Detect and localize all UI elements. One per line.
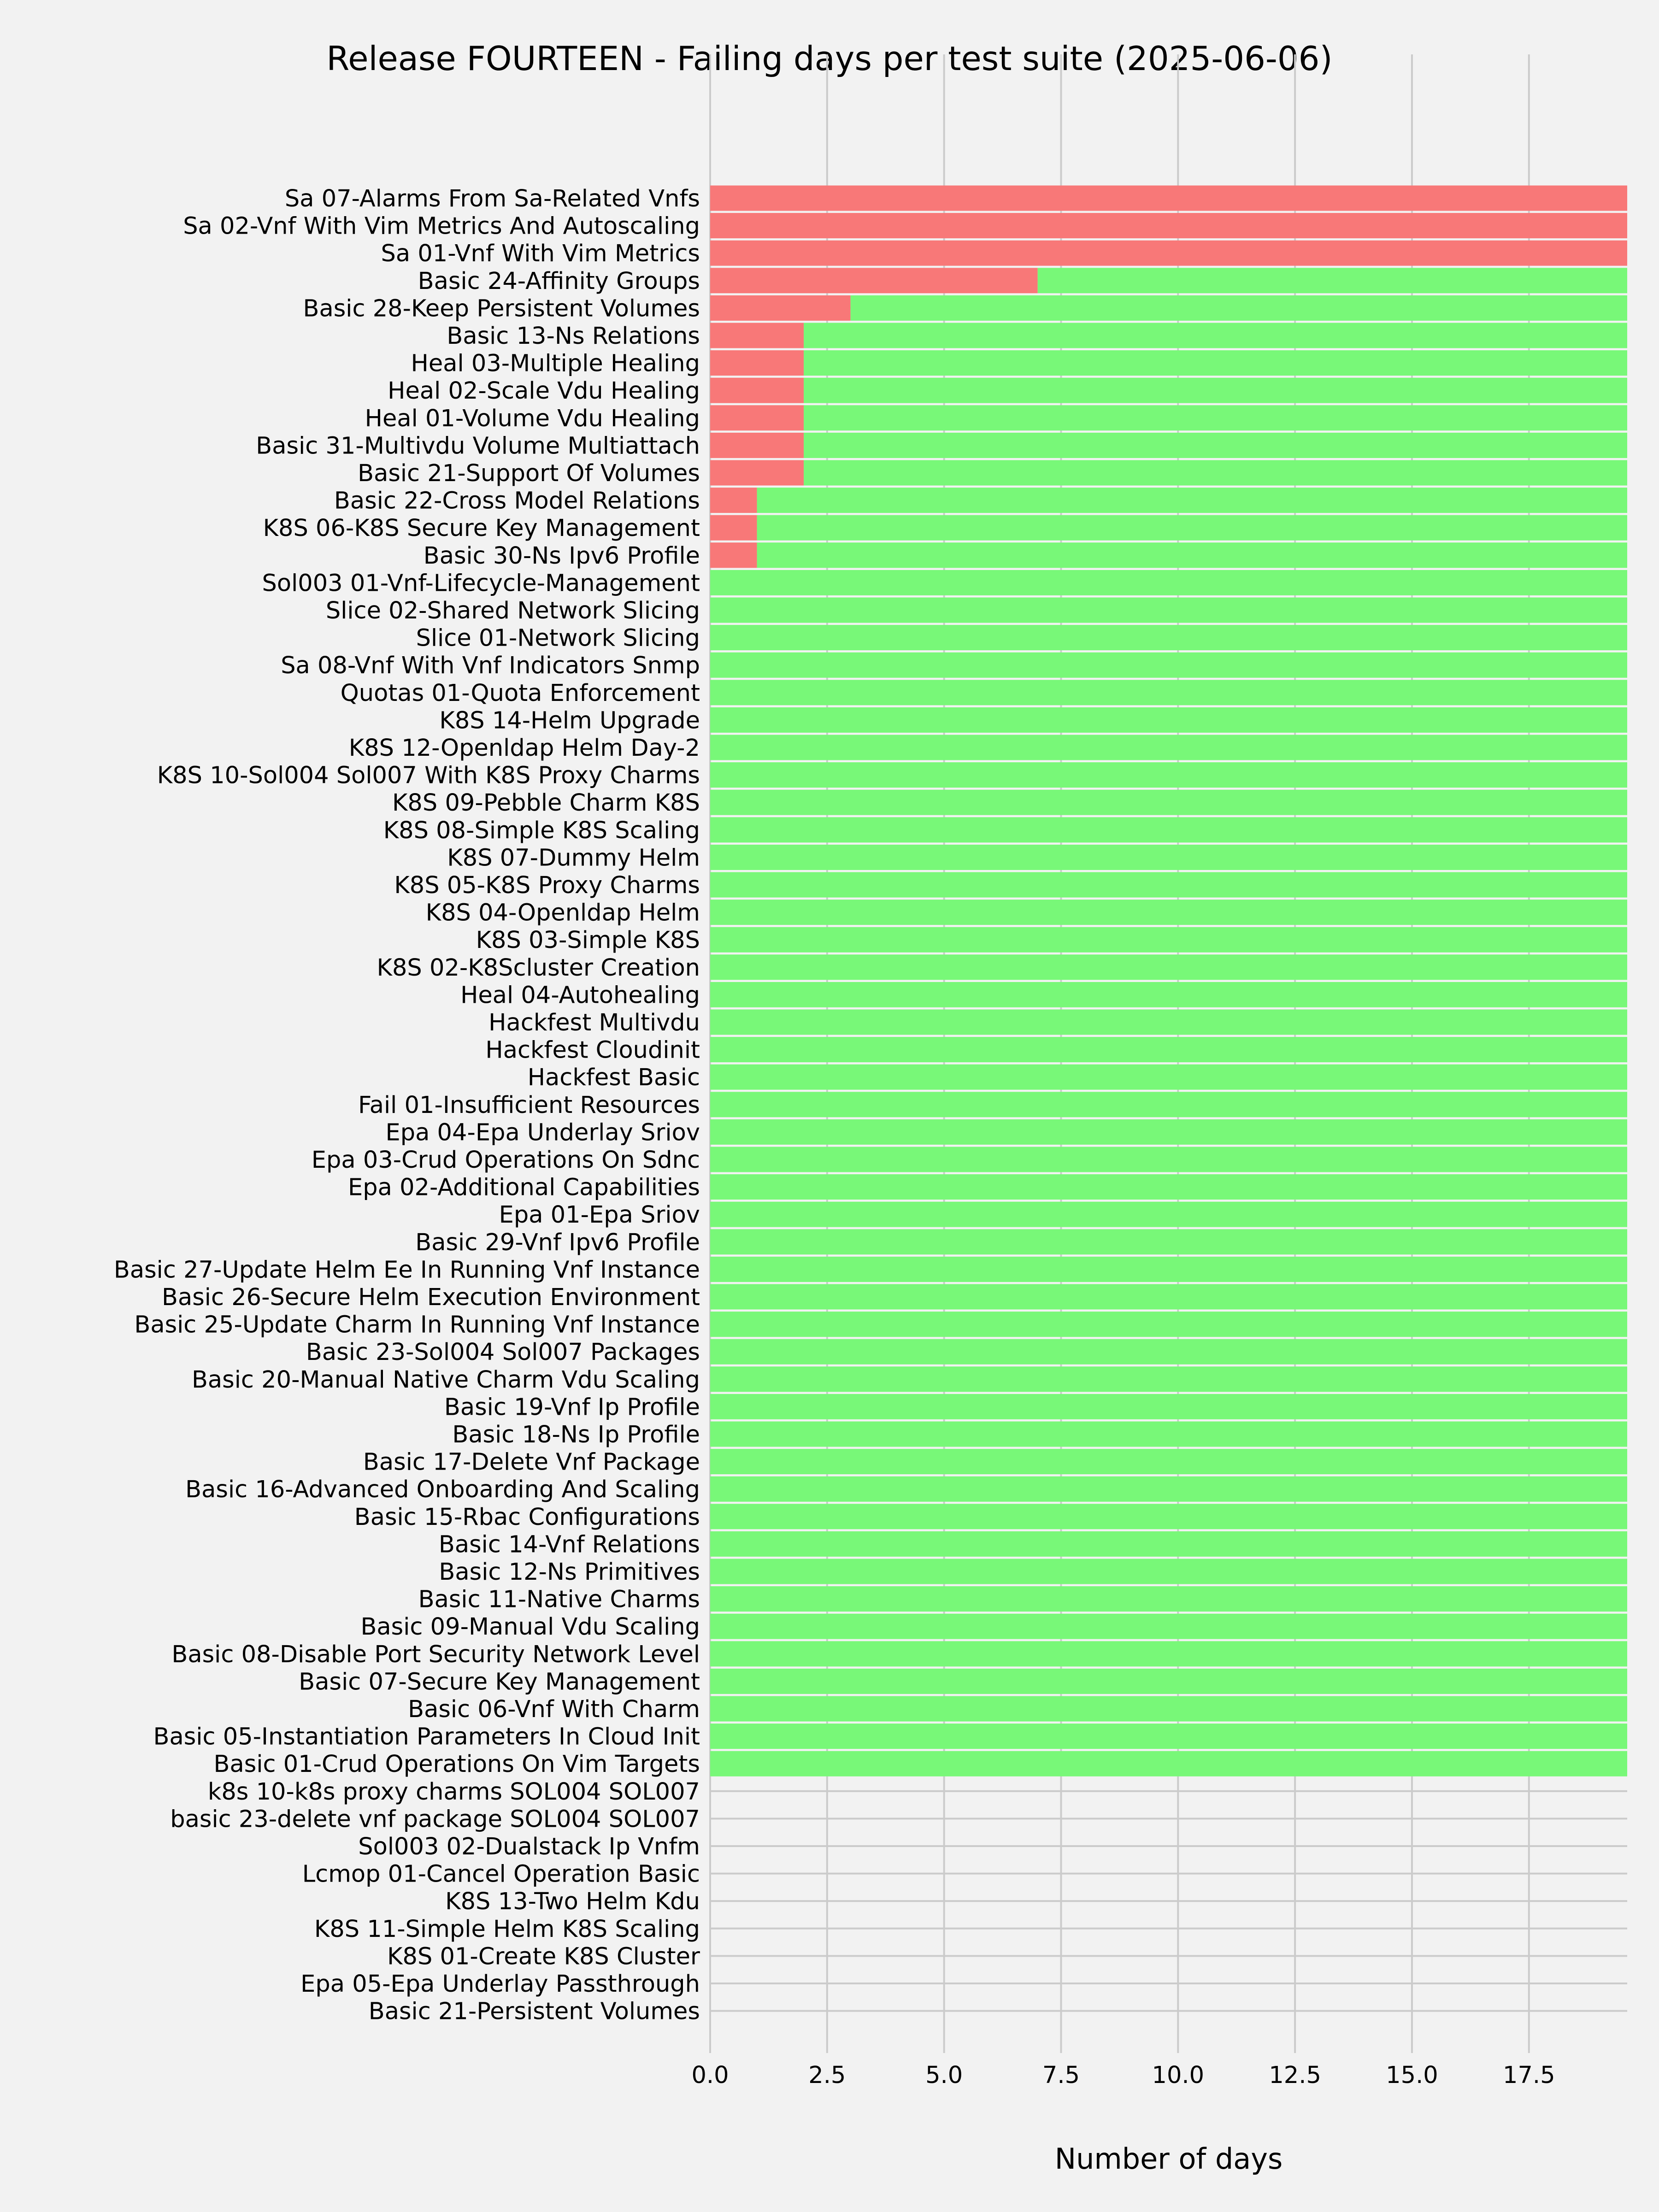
- y-tick-label: Basic 25-Update Charm In Running Vnf Instance: [134, 1311, 700, 1339]
- y-tick-label: Slice 01-Network Slicing: [416, 624, 700, 652]
- y-tick-label: Fail 01-Insufficient Resources: [358, 1091, 700, 1119]
- y-tick-label: Basic 14-Vnf Relations: [438, 1531, 700, 1559]
- y-tick-label: K8S 10-Sol004 Sol007 With K8S Proxy Charms: [157, 762, 700, 789]
- y-tick-label: Epa 05-Epa Underlay Passthrough: [300, 1971, 700, 1998]
- pass-bar: [710, 1669, 1627, 1694]
- y-tick-label: Epa 01-Epa Sriov: [499, 1201, 700, 1229]
- y-tick-label: Heal 03-Multiple Healing: [411, 350, 700, 377]
- pass-bar: [710, 1366, 1627, 1392]
- y-tick-label: Basic 13-Ns Relations: [447, 323, 700, 350]
- pass-bar: [710, 872, 1627, 898]
- y-tick-label: K8S 12-Openldap Helm Day-2: [348, 735, 700, 762]
- pass-bar: [757, 542, 1627, 568]
- y-tick-label: Hackfest Cloudinit: [485, 1036, 700, 1064]
- pass-bar: [710, 1586, 1627, 1612]
- pass-bar: [710, 1614, 1627, 1639]
- y-tick-label: Basic 06-Vnf With Charm: [408, 1696, 700, 1723]
- pass-bar: [710, 1037, 1627, 1062]
- y-tick-label: Basic 17-Delete Vnf Package: [363, 1448, 700, 1476]
- y-tick-label: Basic 31-Multivdu Volume Multiattach: [256, 432, 700, 460]
- pass-bar: [710, 1504, 1627, 1529]
- pass-bar: [710, 982, 1627, 1007]
- pass-bar: [710, 1229, 1627, 1254]
- y-tick-label: Hackfest Basic: [527, 1064, 700, 1092]
- y-tick-label: Lcmop 01-Cancel Operation Basic: [302, 1860, 700, 1888]
- y-tick-label: Basic 07-Secure Key Management: [299, 1668, 700, 1696]
- fail-bar: [710, 323, 804, 348]
- pass-bar: [757, 515, 1627, 541]
- x-tick-label: 17.5: [1503, 2062, 1555, 2089]
- y-tick-label: Heal 01-Volume Vdu Healing: [365, 405, 700, 432]
- y-tick-label: K8S 14-Helm Upgrade: [439, 707, 700, 735]
- x-tick-label: 12.5: [1269, 2062, 1321, 2089]
- pass-bar: [757, 488, 1627, 513]
- y-tick-label: Basic 12-Ns Primitives: [439, 1559, 700, 1586]
- y-tick-label: Sa 08-Vnf With Vnf Indicators Snmp: [281, 652, 700, 680]
- pass-bar: [710, 900, 1627, 925]
- pass-bar: [710, 1202, 1627, 1227]
- fail-bar: [710, 350, 804, 376]
- pass-bar: [710, 1065, 1627, 1090]
- y-tick-label: Basic 24-Affinity Groups: [418, 267, 700, 295]
- fail-bar: [710, 186, 1627, 211]
- pass-bar: [710, 1174, 1627, 1200]
- pass-bar: [710, 790, 1627, 815]
- y-tick-label: K8S 06-K8S Secure Key Management: [263, 515, 700, 542]
- pass-bar: [710, 1147, 1627, 1172]
- y-tick-label: Basic 15-Rbac Configurations: [354, 1503, 700, 1531]
- pass-bar: [710, 1339, 1627, 1365]
- y-tick-label: Basic 21-Support Of Volumes: [358, 460, 700, 487]
- y-tick-label: basic 23-delete vnf package SOL004 SOL007: [170, 1806, 700, 1833]
- x-axis-label: Number of days: [1054, 2142, 1283, 2176]
- pass-bar: [710, 1119, 1627, 1145]
- pass-bar: [710, 570, 1627, 595]
- y-tick-label: K8S 01-Create K8S Cluster: [387, 1943, 700, 1971]
- pass-bar: [804, 350, 1627, 376]
- pass-bar: [851, 295, 1627, 321]
- x-tick-label: 0.0: [691, 2062, 729, 2089]
- pass-bar: [710, 845, 1627, 870]
- y-tick-label: k8s 10-k8s proxy charms SOL004 SOL007: [207, 1778, 700, 1806]
- fail-bar: [710, 542, 757, 568]
- pass-bar: [1038, 268, 1627, 293]
- pass-bar: [710, 1449, 1627, 1474]
- pass-bar: [710, 1751, 1627, 1777]
- pass-bar: [710, 762, 1627, 788]
- y-tick-label: Basic 30-Ns Ipv6 Profile: [423, 542, 700, 570]
- y-tick-label: Basic 19-Vnf Ip Profile: [444, 1394, 700, 1421]
- fail-bar: [710, 268, 1038, 293]
- pass-bar: [710, 735, 1627, 760]
- pass-bar: [804, 378, 1627, 403]
- pass-bar: [710, 1696, 1627, 1722]
- y-tick-label: Epa 02-Additional Capabilities: [348, 1174, 700, 1201]
- chart-title: Release FOURTEEN - Failing days per test suite (2025-06-06): [326, 39, 1333, 78]
- y-tick-label: Sa 07-Alarms From Sa-Related Vnfs: [284, 185, 700, 212]
- pass-bar: [710, 1531, 1627, 1557]
- pass-bar: [804, 433, 1627, 458]
- x-tick-label: 15.0: [1386, 2062, 1438, 2089]
- pass-bar: [710, 680, 1627, 705]
- y-tick-label: K8S 09-Pebble Charm K8S: [392, 789, 700, 817]
- y-tick-label: Basic 01-Crud Operations On Vim Targets: [213, 1751, 700, 1778]
- y-tick-label: Basic 11-Native Charms: [418, 1586, 700, 1613]
- y-tick-label: K8S 05-K8S Proxy Charms: [394, 872, 700, 899]
- pass-bar: [710, 598, 1627, 623]
- pass-bar: [710, 927, 1627, 953]
- fail-bar: [710, 378, 804, 403]
- y-tick-label: Hackfest Multivdu: [488, 1009, 700, 1036]
- y-tick-label: Basic 09-Manual Vdu Scaling: [360, 1613, 700, 1641]
- pass-bar: [710, 1559, 1627, 1584]
- y-tick-label: K8S 02-K8Scluster Creation: [377, 954, 700, 982]
- pass-bar: [710, 625, 1627, 650]
- pass-bar: [710, 1092, 1627, 1117]
- y-tick-label: Basic 21-Persistent Volumes: [368, 1998, 700, 2025]
- y-tick-label: K8S 03-Simple K8S: [476, 927, 700, 954]
- pass-bar: [710, 954, 1627, 980]
- pass-bar: [710, 1422, 1627, 1447]
- y-tick-label: Heal 04-Autohealing: [460, 982, 700, 1009]
- pass-bar: [710, 1477, 1627, 1502]
- x-tick-label: 7.5: [1042, 2062, 1080, 2089]
- pass-bar: [710, 1010, 1627, 1035]
- x-tick-label: 10.0: [1152, 2062, 1205, 2089]
- fail-bar: [710, 405, 804, 430]
- pass-bar: [710, 1312, 1627, 1337]
- fail-bar: [710, 488, 757, 513]
- pass-bar: [804, 323, 1627, 348]
- y-tick-label: Basic 18-Ns Ip Profile: [452, 1421, 700, 1448]
- fail-bar: [710, 241, 1627, 266]
- y-tick-label: K8S 04-Openldap Helm: [425, 899, 700, 927]
- y-tick-label: K8S 07-Dummy Helm: [447, 844, 700, 872]
- fail-bar: [710, 515, 757, 541]
- y-tick-label: Sol003 02-Dualstack Ip Vnfm: [358, 1833, 700, 1860]
- y-tick-label: Basic 27-Update Helm Ee In Running Vnf Instance: [113, 1256, 700, 1284]
- y-tick-label: Basic 28-Keep Persistent Volumes: [303, 295, 700, 323]
- x-tick-label: 5.0: [925, 2062, 963, 2089]
- pass-bar: [804, 460, 1627, 486]
- pass-bar: [710, 1257, 1627, 1282]
- y-tick-label: Epa 04-Epa Underlay Sriov: [385, 1119, 700, 1147]
- y-tick-label: Basic 23-Sol004 Sol007 Packages: [306, 1339, 700, 1366]
- y-tick-label: Basic 05-Instantiation Parameters In Cloud Init: [153, 1723, 700, 1751]
- pass-bar: [710, 1641, 1627, 1666]
- y-tick-label: Sol003 01-Vnf-Lifecycle-Management: [262, 570, 700, 597]
- y-tick-label: K8S 08-Simple K8S Scaling: [383, 817, 700, 844]
- pass-bar: [710, 707, 1627, 733]
- y-tick-label: Sa 01-Vnf With Vim Metrics: [381, 240, 700, 268]
- fail-bar: [710, 213, 1627, 238]
- y-tick-label: Quotas 01-Quota Enforcement: [340, 679, 700, 707]
- pass-bar: [710, 1394, 1627, 1419]
- y-tick-label: Basic 26-Secure Helm Execution Environment: [162, 1284, 700, 1311]
- pass-bar: [710, 1724, 1627, 1749]
- y-tick-label: Basic 16-Advanced Onboarding And Scaling: [185, 1476, 700, 1504]
- y-tick-label: Heal 02-Scale Vdu Healing: [388, 377, 700, 405]
- y-tick-label: Basic 29-Vnf Ipv6 Profile: [415, 1229, 700, 1256]
- pass-bar: [710, 1284, 1627, 1310]
- fail-bar: [710, 295, 851, 321]
- y-tick-label: K8S 13-Two Helm Kdu: [445, 1888, 700, 1916]
- y-tick-label: Slice 02-Shared Network Slicing: [325, 597, 700, 624]
- pass-bar: [804, 405, 1627, 430]
- x-tick-label: 2.5: [808, 2062, 846, 2089]
- y-tick-label: Basic 22-Cross Model Relations: [334, 487, 700, 515]
- y-tick-label: Epa 03-Crud Operations On Sdnc: [311, 1147, 700, 1174]
- y-tick-label: Sa 02-Vnf With Vim Metrics And Autoscaling: [183, 212, 700, 240]
- y-tick-label: Basic 20-Manual Native Charm Vdu Scaling: [191, 1366, 700, 1394]
- fail-bar: [710, 460, 804, 486]
- y-tick-label: K8S 11-Simple Helm K8S Scaling: [314, 1915, 700, 1943]
- fail-bar: [710, 433, 804, 458]
- y-tick-label: Basic 08-Disable Port Security Network Level: [171, 1641, 700, 1668]
- pass-bar: [710, 653, 1627, 678]
- pass-bar: [710, 817, 1627, 842]
